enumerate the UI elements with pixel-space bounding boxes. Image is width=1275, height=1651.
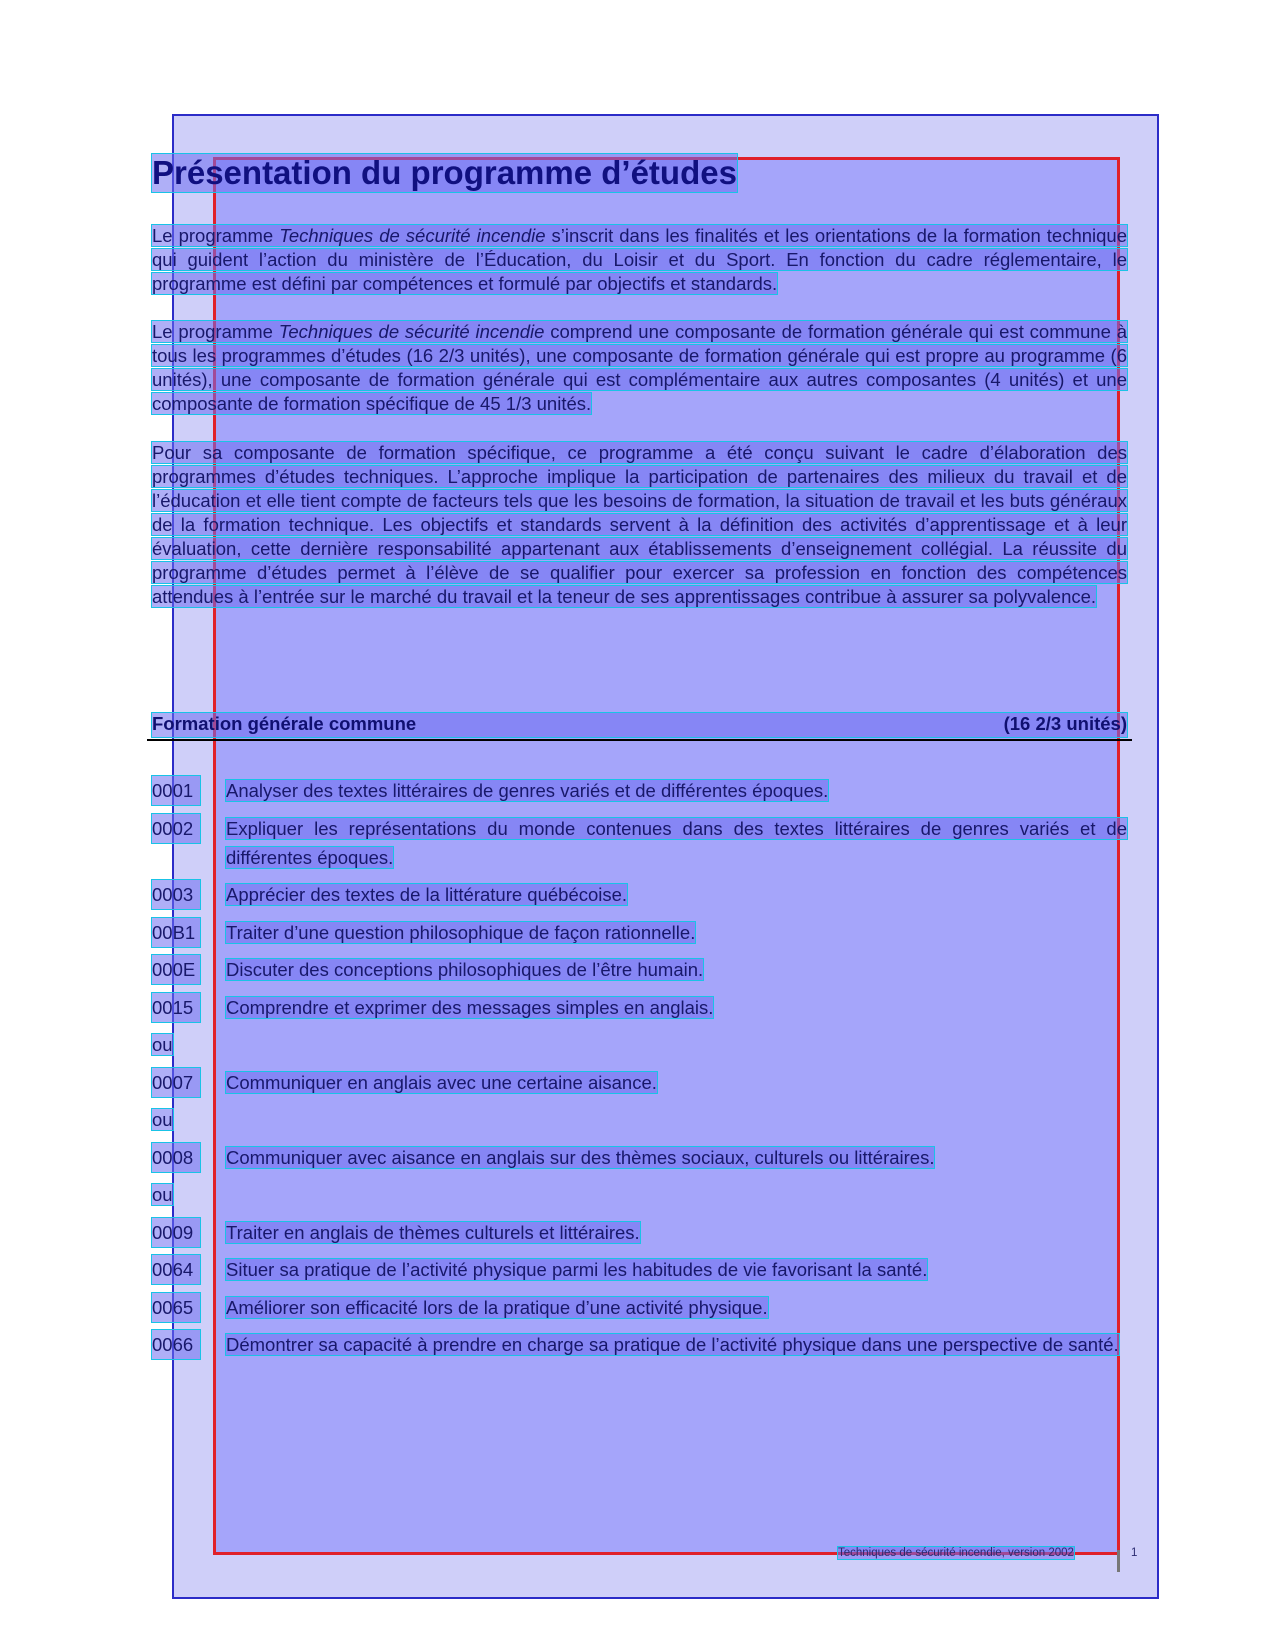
course-gap [152,1322,1127,1331]
course-title-block [226,993,1127,1022]
course-title: Situer sa pratique de l’activité physique parmi les habitudes de vie favorisant la santé. [226,1259,928,1280]
course-code: 0002 [152,814,200,843]
course-title-block [226,1293,1127,1322]
course-row [152,1218,1127,1247]
course-gap [152,947,1127,956]
course-title: Traiter d’une question philosophique de façon rationnelle. [226,921,696,943]
course-code: 000E [152,955,200,984]
course-title: Apprécier des textes de la littérature québécoise. [226,884,628,905]
course-row [152,814,1127,872]
course-code: 0009 [152,1218,200,1247]
intro-paragraph-2 [152,320,1127,416]
page-title: Présentation du programme d’études [152,154,737,191]
alternative-ou [152,1030,1127,1059]
course-row [152,1068,1127,1097]
footer-divider [1117,1550,1120,1572]
course-code: 00B1 [152,918,200,947]
course-gap [152,1134,1127,1143]
course-title: Communiquer avec aisance en anglais sur des thèmes sociaux, culturels ou littéraires. [226,1146,935,1168]
course-title: Améliorer son efficacité lors de la pratique d’une activité physique. [226,1296,768,1318]
section-divider [147,739,1132,741]
course-code: 0003 [152,880,200,909]
footer-text: Techniques de sécurité incendie, version 2002 [838,1547,1074,1559]
course-gap [152,1284,1127,1293]
course-gap [152,1209,1127,1218]
course-title: Expliquer les représentations du monde contenues dans des textes littéraires de genres variés et de différentes époques. [226,817,1127,868]
alternative-ou [152,1180,1127,1209]
course-title-block [226,918,1127,947]
alternative-ou-text: ou [152,1109,173,1130]
course-code: 0064 [152,1255,200,1284]
paragraph-3-text: Pour sa composante de formation spécifique, ce programme a été conçu suivant le cadre d’élaboration des programmes d’études techniques. L’approche implique la participation de partenaires des milieux du travail et de l’éducation et elle tient compte de facteurs tels que les besoins de formation, la situation de travail et les buts généraux de la formation technique. Les objectifs et standards servent à la définition des activités d’apprentissage et à leur évaluation, cette dernière responsabilité appartenant aux établissements d’enseignement collégial. La réussite du programme d’études permet à l’élève de se qualifier pour exercer sa profession en fonction des compétences attendues à l’entrée sur le marché du travail et la teneur de ses apprentissages contribue à assurer sa polyvalence. [152,442,1127,607]
alternative-ou-text: ou [152,1034,173,1055]
course-code: 0015 [152,993,200,1022]
section-heading [152,713,1127,737]
intro-paragraph-1 [152,224,1127,296]
course-row [152,993,1127,1022]
course-gap [152,1022,1127,1031]
course-gap [152,909,1127,918]
course-title-block [226,1330,1127,1359]
course-row [152,776,1127,805]
course-row [152,1293,1127,1322]
course-title: Traiter en anglais de thèmes culturels et littéraires. [226,1221,640,1243]
course-gap [152,1247,1127,1256]
course-title: Démontrer sa capacité à prendre en charge sa pratique de l’activité physique dans une perspective de santé. [226,1334,1119,1355]
section-units: (16 2/3 unités) [1003,713,1127,734]
paragraph-1-post: s’inscrit dans les finalités et les orientations de la formation technique qui guident l’action du ministère de l’Éducation, du Loisir et du Sport. En fonction du cadre réglementaire, le programme est défini par compétences et formulé par objectifs et standards. [152,225,1127,294]
alternative-ou [152,1105,1127,1134]
course-title: Communiquer en anglais avec une certaine aisance. [226,1071,657,1093]
alternative-ou-text: ou [152,1184,173,1205]
course-row [152,880,1127,909]
course-list [152,776,1127,1359]
course-title-block [226,955,1127,984]
paragraph-2-text [152,321,1127,414]
program-name-italic: Techniques de sécurité incendie [278,321,545,342]
program-name-italic: Techniques de sécurité incendie [279,225,546,246]
course-row [152,1330,1127,1359]
paragraph-2-post: comprend une composante de formation générale qui est commune à tous les programmes d’études (16 2/3 unités), une composante de formation générale qui est propre au programme (6 unités), une composante de formation générale qui est complémentaire aux autres composantes (4 unités) et une composante de formation spécifique de 45 1/3 unités. [152,321,1127,414]
course-gap [152,805,1127,814]
course-gap [152,1059,1127,1068]
course-row [152,1255,1127,1284]
course-gap [152,1097,1127,1106]
course-title-block [226,1255,1127,1284]
course-title-block [226,814,1127,872]
course-code: 0065 [152,1293,200,1322]
course-row [152,918,1127,947]
course-title-block [226,1068,1127,1097]
course-title-block [226,1218,1127,1247]
course-title-block [226,880,1127,909]
course-title-block [226,776,1127,805]
page-number: 1 [1131,1547,1138,1559]
course-title: Comprendre et exprimer des messages simples en anglais. [226,996,714,1018]
paragraph-1-pre: Le programme [152,225,280,246]
course-code: 0008 [152,1143,200,1172]
course-row [152,955,1127,984]
intro-paragraph-3 [152,441,1127,609]
course-title: Analyser des textes littéraires de genres variés et de différentes époques. [226,780,829,801]
paragraph-1-text [152,225,1127,294]
course-gap [152,1172,1127,1181]
course-code: 0066 [152,1330,200,1359]
course-row [152,1143,1127,1172]
course-gap [152,984,1127,993]
course-code: 0007 [152,1068,200,1097]
section-label: Formation générale commune [152,713,417,734]
course-title: Discuter des conceptions philosophiques de l’être humain. [226,959,704,980]
course-title-block [226,1143,1127,1172]
course-gap [152,872,1127,881]
paragraph-2-pre: Le programme [152,321,279,342]
course-code: 0001 [152,776,200,805]
